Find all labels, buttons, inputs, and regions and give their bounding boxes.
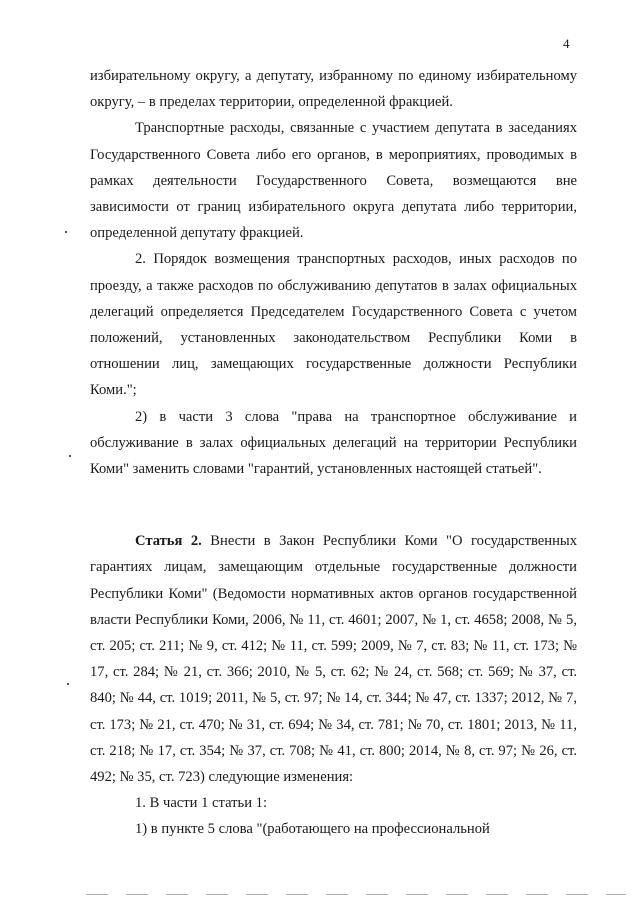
- article-2-paragraph: [90, 528, 577, 790]
- article-2-text: Внести в Закон Республики Коми "О государственных гарантиях лицам, замещающим отдельные государственные должности Республики Коми" (Ведомости нормативных актов органов государственной власти Республики Коми, 2006, № 11, ст. 4601; 2007, № 1, ст. 4658; 2008, № 5, ст. 205; ст. 211; № 9, ст. 412; № 11, ст. 599; 2009, № 7, ст. 83; № 11, ст. 173; № 17, ст. 284; № 21, ст. 366; 2010, № 5, ст. 62; № 24, ст. 568; ст. 569; № 37, ст. 840; № 44, ст. 1019; 2011, № 5, ст. 97; № 14, ст. 344; № 47, ст. 1337; 2012, № 7, ст. 173; № 21, ст. 470; № 31, ст. 694; № 34, ст. 781; № 70, ст. 1801; 2013, № 11, ст. 218; № 17, ст. 354; № 37, ст. 708; № 41, ст. 800; 2014, № 8, ст. 97; № 26, ст. 492; № 35, ст. 723) следующие изменения:: [90, 533, 577, 786]
- part-1-article-1: 1. В части 1 статьи 1:: [135, 795, 268, 812]
- paragraph-transport-expenses: Транспортные расходы, связанные с участием депутата в заседаниях Государственного Совета либо его органов, в мероприятиях, проводимых в рамках деятельности Государственного Совета, возмещаются вне зависимости от границ избирательного округа депутата либо территории, определенной депутату фракцией.: [90, 120, 577, 242]
- scan-speck: [65, 231, 67, 233]
- scan-speck: [69, 455, 71, 457]
- paragraph-amendment-2: 2) в части 3 слова "права на транспортное обслуживание и обслуживание в залах официальных делегаций на территории Республики Коми" заменить словами "гарантий, установленных настоящей статьей".: [90, 408, 577, 478]
- item-1-point-5: 1) в пункте 5 слова "(работающего на профессиональной: [135, 821, 490, 838]
- paragraph-point-2: 2. Порядок возмещения транспортных расходов, иных расходов по проезду, а также расходов по обслуживанию депутатов в залах официальных делегаций определяется Председателем Государственного Совета с учетом положений, установленных законодательством Республики Коми в отношении лиц, замещающих государственные должности Республики Коми.";: [90, 251, 577, 399]
- scan-speck: [67, 683, 69, 685]
- page-number: 4: [563, 36, 570, 51]
- scan-bottom-edge: [86, 894, 626, 895]
- section-gap: [90, 482, 577, 528]
- body-text: [90, 63, 577, 843]
- article-heading: Статья 2.: [135, 533, 202, 550]
- paragraph-continuation: избирательному округу, а депутату, избранному по единому избирательному округу, – в пределах территории, определенной фракцией.: [90, 68, 577, 111]
